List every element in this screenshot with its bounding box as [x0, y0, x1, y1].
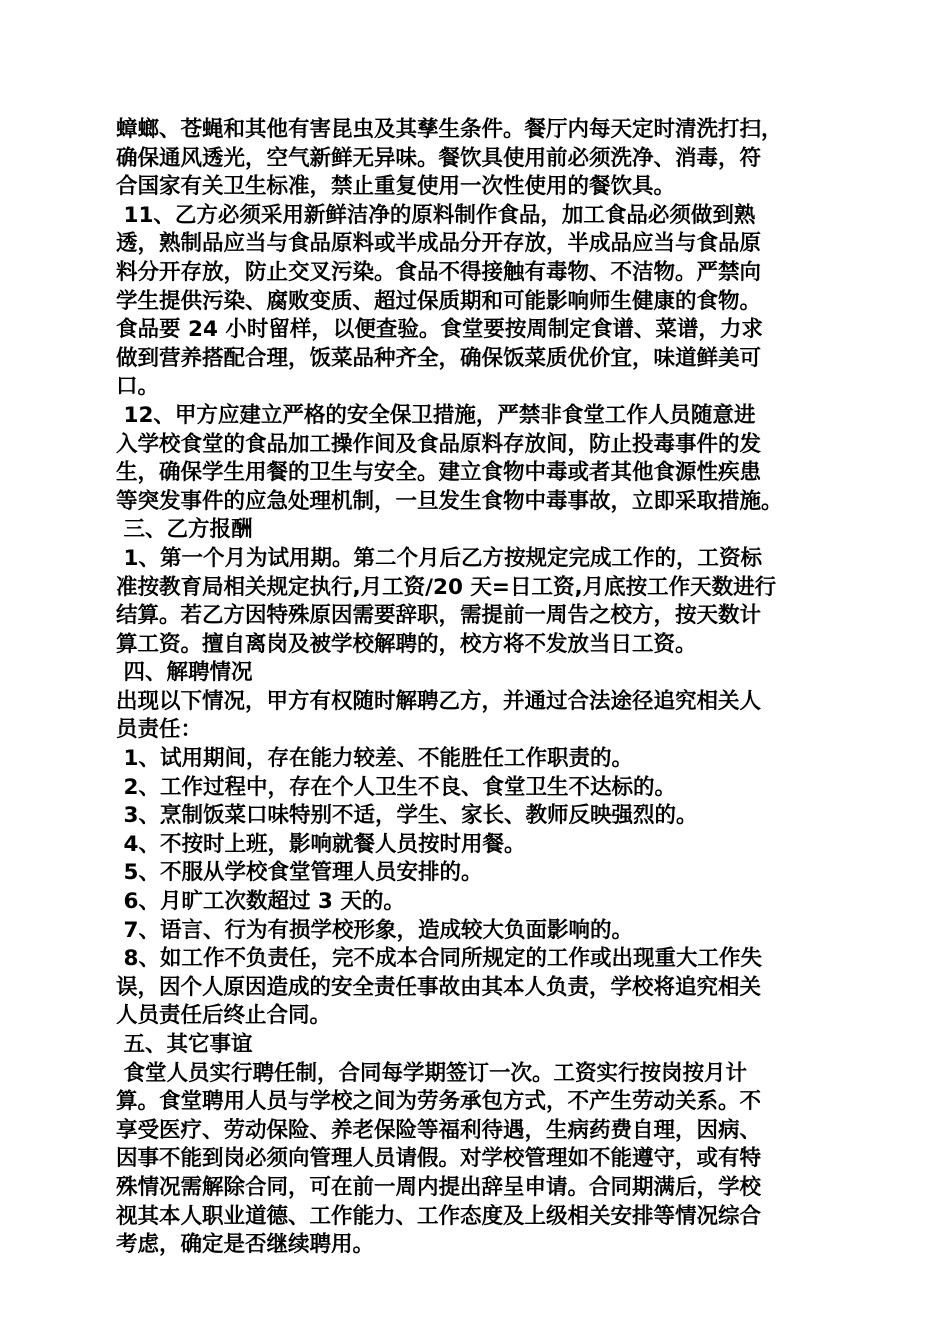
text-line: 误，因个人原因造成的安全责任事故由其本人负责，学校将追究相关 — [116, 974, 762, 1000]
text-line: 料分开存放，防止交叉污染。食品不得接触有毒物、不洁物。严禁向 — [116, 259, 762, 285]
text-line: 入学校食堂的食品加工操作间及食品原料存放间，防止投毒事件的发 — [116, 431, 762, 457]
list-item: 3、烹制饭菜口味特别不适，学生、家长、教师反映强烈的。 — [116, 803, 698, 829]
list-item: 8、如工作不负责任，完不成本合同所规定的工作或出现重大工作失 — [116, 946, 762, 972]
text-line: 因事不能到岗必须向管理人员请假。对学校管理如不能遵守，或有特 — [116, 1146, 762, 1172]
list-item: 2、工作过程中，存在个人卫生不良、食堂卫生不达标的。 — [116, 774, 676, 800]
list-item: 7、语言、行为有损学校形象，造成较大负面影响的。 — [116, 917, 633, 943]
text-line: 1、第一个月为试用期。第二个月后乙方按规定完成工作的，工资标 — [116, 545, 762, 571]
section-heading-dismissal: 四、解聘情况 — [116, 660, 253, 686]
text-line: 透，熟制品应当与食品原料或半成品分开存放，半成品应当与食品原 — [116, 231, 762, 257]
text-line: 视其本人职业道德、工作能力、工作态度及上级相关安排等情况综合 — [116, 1203, 762, 1229]
text-line: 员责任： — [116, 717, 203, 743]
text-line: 蟑螂、苍蝇和其他有害昆虫及其孳生条件。餐厅内每天定时清洗打扫， — [116, 117, 783, 142]
text-line: 出现以下情况，甲方有权随时解聘乙方，并通过合法途径追究相关人 — [116, 688, 762, 714]
text-line: 食堂人员实行聘任制，合同每学期签订一次。工资实行按岗按月计 — [116, 1060, 747, 1086]
list-item: 1、试用期间，存在能力较差、不能胜任工作职责的。 — [116, 746, 633, 772]
clause-11-line: 11、乙方必须采用新鲜洁净的原料制作食品，加工食品必须做到熟 — [116, 202, 756, 228]
text-line: 结算。若乙方因特殊原因需要辞职，需提前一周告之校方，按天数计 — [116, 603, 762, 629]
text-line: 食品要 24 小时留样，以便查验。食堂要按周制定食谱、菜谱，力求 — [116, 317, 763, 343]
list-item: 4、不按时上班，影响就餐人员按时用餐。 — [116, 831, 526, 857]
list-item: 6、月旷工次数超过 3 天的。 — [116, 889, 405, 915]
text-line: 确保通风透光，空气新鲜无异味。餐饮具使用前必须洗净、消毒，符 — [116, 145, 762, 171]
text-line: 算。食堂聘用人员与学校之间为劳务承包方式，不产生劳动关系。不 — [116, 1089, 762, 1115]
text-line: 等突发事件的应急处理机制，一旦发生食物中毒事故，立即采取措施。 — [116, 488, 783, 514]
section-heading-other-matters: 五、其它事谊 — [116, 1032, 253, 1057]
text-line: 人员责任后终止合同。 — [116, 1003, 332, 1029]
list-item: 5、不服从学校食堂管理人员安排的。 — [116, 860, 483, 886]
text-line: 殊情况需解除合同，可在前一周内提出辞呈申请。合同期满后，学校 — [116, 1174, 762, 1200]
text-line: 准按教育局相关规定执行,月工资/20 天=日工资,月底按工作天数进行 — [116, 574, 777, 600]
section-heading-remuneration: 三、乙方报酬 — [116, 517, 253, 543]
text-line: 做到营养搭配合理，饭菜品种齐全，确保饭菜质优价宜，味道鲜美可 — [116, 345, 762, 371]
text-line: 生，确保学生用餐的卫生与安全。建立食物中毒或者其他食源性疾患 — [116, 460, 762, 486]
text-line: 学生提供污染、腐败变质、超过保质期和可能影响师生健康的食物。 — [116, 288, 762, 314]
text-line: 口。 — [116, 374, 160, 400]
clause-12-line: 12、甲方应建立严格的安全保卫措施，严禁非食堂工作人员随意进 — [116, 402, 756, 428]
text-line: 考虑，确定是否继续聘用。 — [116, 1232, 375, 1258]
text-line: 合国家有关卫生标准，禁止重复使用一次性使用的餐饮具。 — [116, 174, 676, 200]
text-line: 算工资。擅自离岗及被学校解聘的，校方将不发放当日工资。 — [116, 631, 697, 657]
document-body — [116, 116, 841, 1260]
text-line: 享受医疗、劳动保险、养老保险等福利待遇，生病药费自理，因病、 — [116, 1117, 762, 1143]
